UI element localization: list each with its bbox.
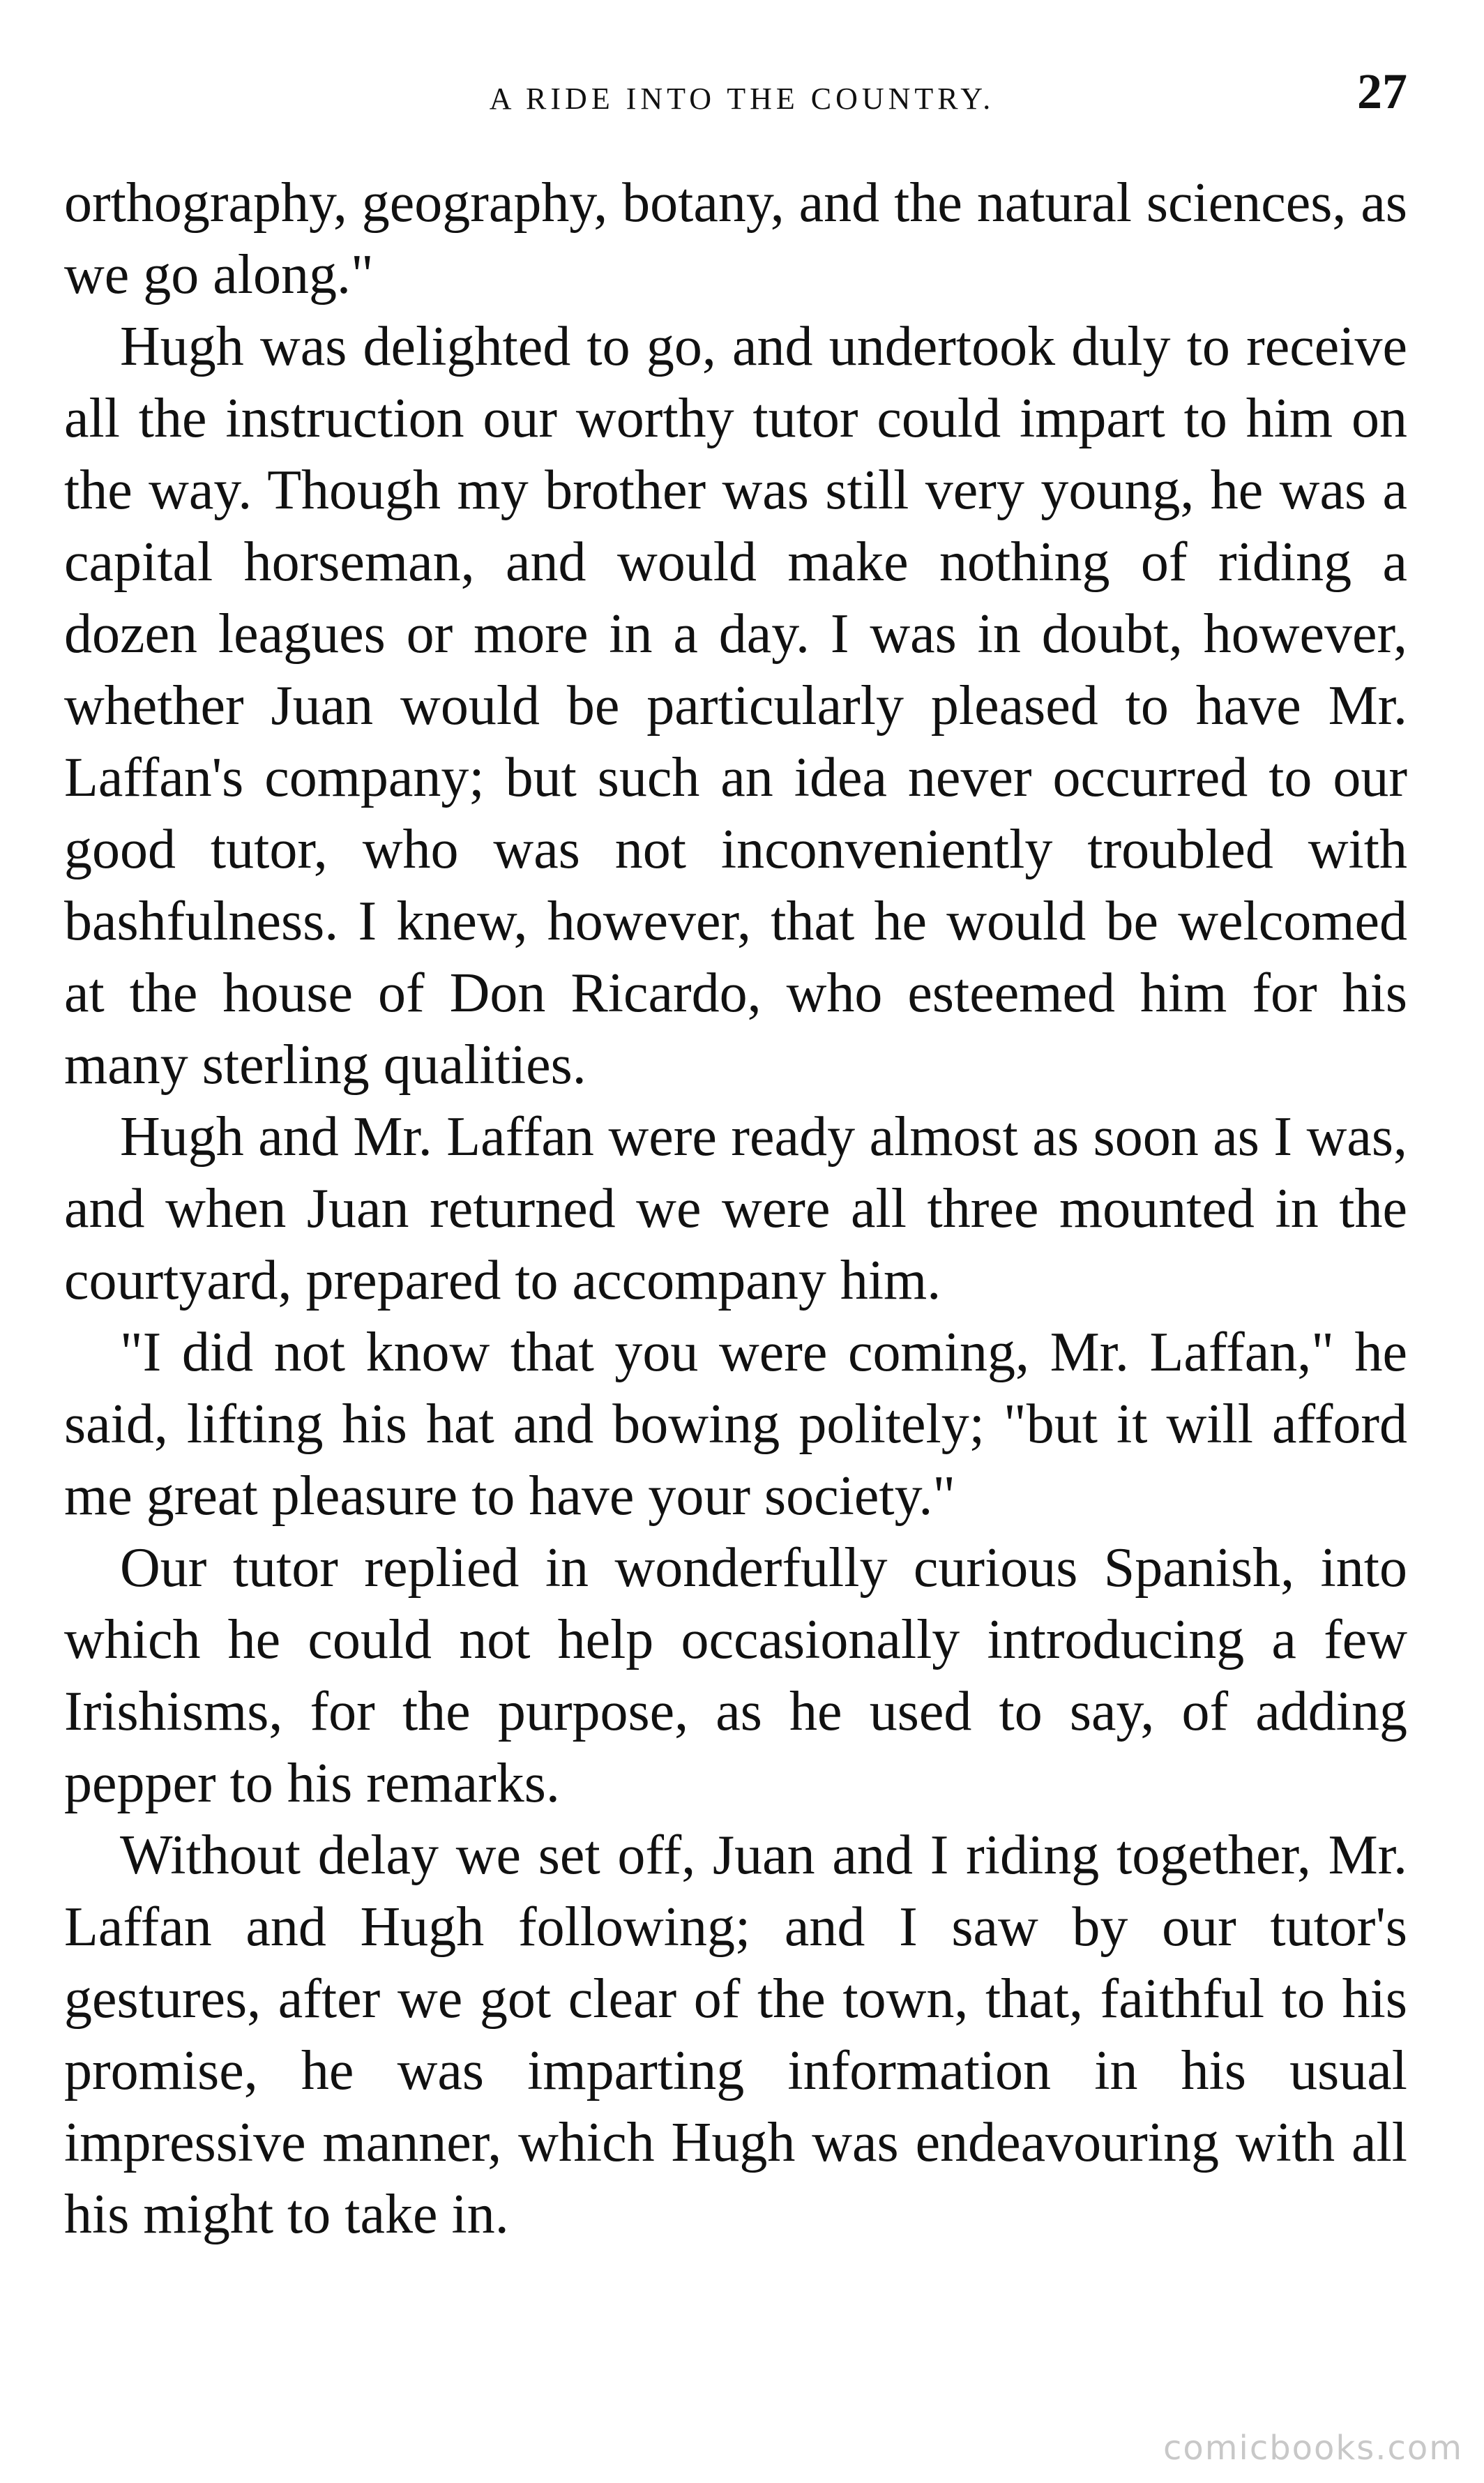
paragraph-3: Hugh and Mr. Laffan were ready almost as soon as I was, and when Juan returned we were all three mounted in the courtyard, prepared to accompany him. <box>64 1106 1407 1311</box>
paragraph-2: Hugh was delighted to go, and undertook duly to receive all the instruction our worthy tutor could impart to him on the way. Though my brother was still very young, he was a capital horseman, and would make nothing of riding a dozen leagues or more in a day. I was in doubt, however, whether Juan would be particularly pleased to have Mr. Laffan's company; but such an idea never occurred to our good tutor, who was not inconveniently troubled with bashfulness. I knew, however, that he would be welcomed at the house of Don Ricardo, who esteemed him for his many sterling qualities. <box>64 316 1407 1096</box>
running-head <box>63 63 1421 139</box>
paragraph-6: Without delay we set off, Juan and I riding together, Mr. Laffan and Hugh following; and I saw by our tutor's gestures, after we got clear of the town, that, faithful to his promise, he was imparting information in his usual impressive manner, which Hugh was endeavouring with all his might to take in. <box>64 1825 1407 2245</box>
body-text <box>64 167 1407 2251</box>
running-title: A RIDE INTO THE COUNTRY. <box>489 82 995 116</box>
paragraph-5: Our tutor replied in wonderfully curious Spanish, into which he could not help occasionally introducing a few Irishisms, for the purpose, as he used to say, of adding pepper to his remarks. <box>64 1537 1407 1814</box>
paragraph-4: "I did not know that you were coming, Mr. Laffan," he said, lifting his hat and bowing politely; "but it will afford me great pleasure to have your society." <box>64 1322 1407 1527</box>
page-number: 27 <box>1357 63 1407 119</box>
watermark: comicbooks.com <box>1163 2429 1463 2468</box>
paragraph-1: orthography, geography, botany, and the natural sciences, as we go along." <box>64 172 1407 305</box>
